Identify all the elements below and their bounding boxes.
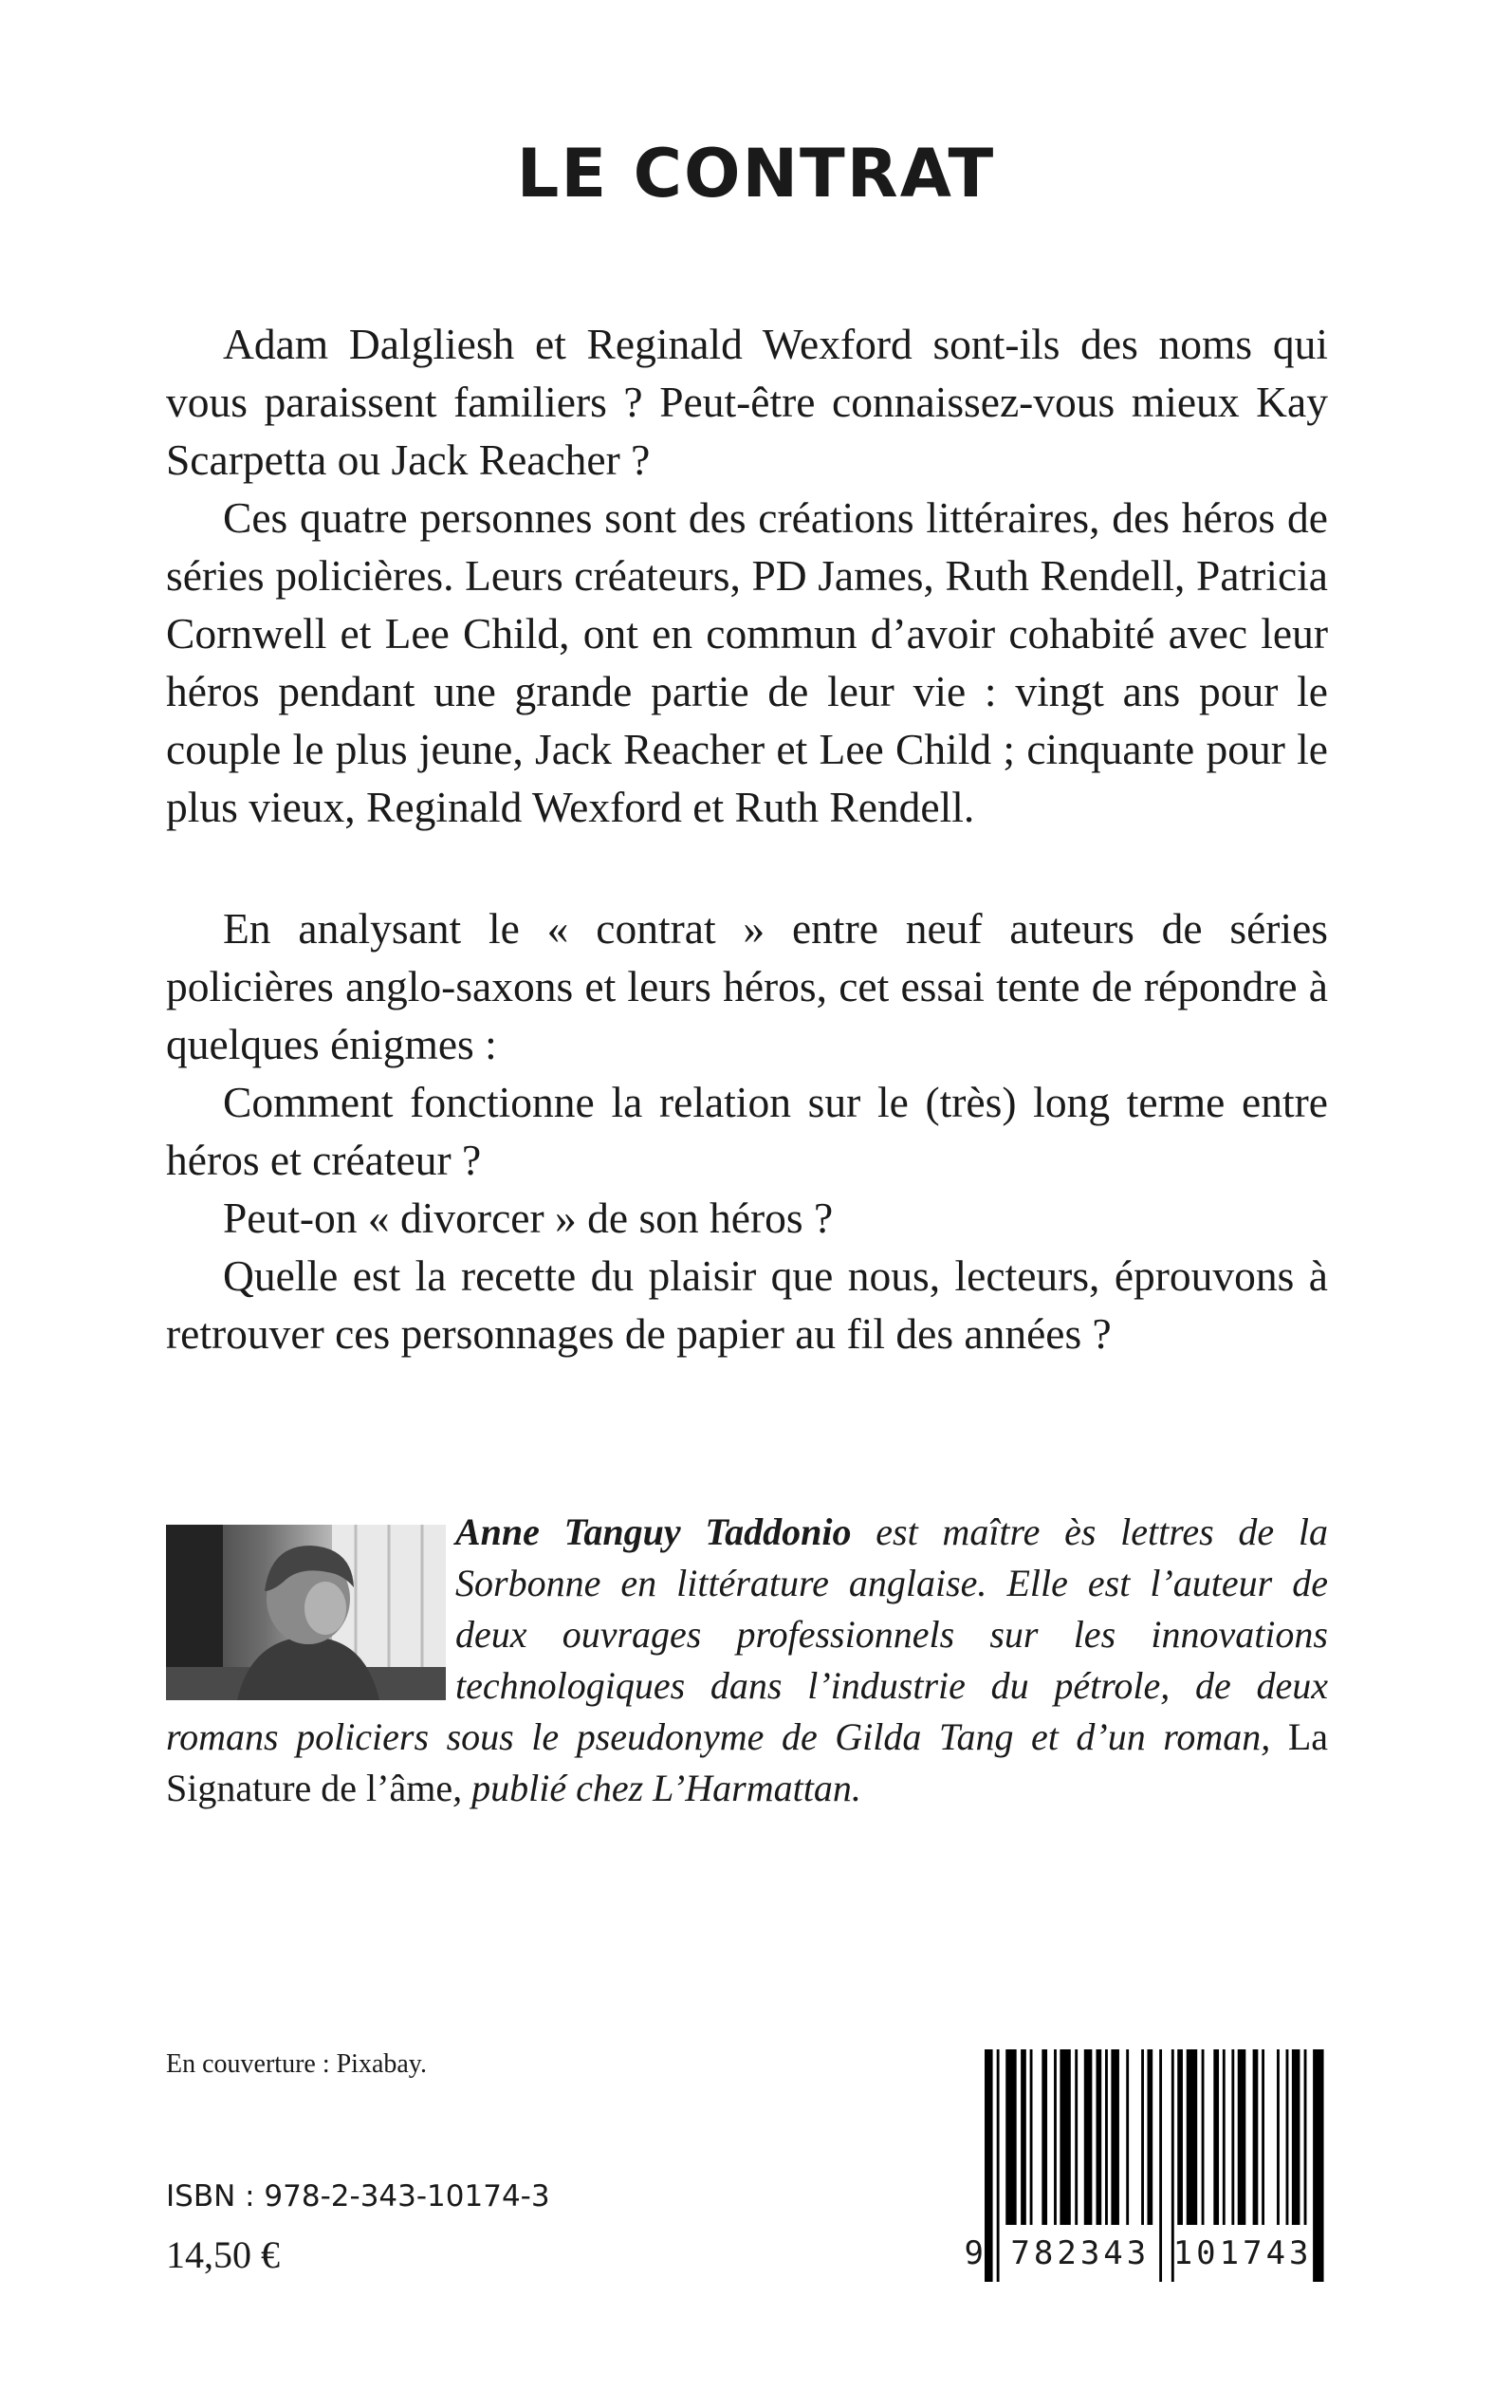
barcode-digits: 9 782343 101743	[964, 2234, 1313, 2272]
summary-paragraph: En analysant le « contrat » entre neuf auteurs de séries policières anglo-saxons et leurs héros, cet essai tente de répondre à quelques énigmes :	[166, 904, 1328, 1068]
barcode-bar	[1021, 2049, 1026, 2225]
barcode-bar	[1147, 2049, 1152, 2225]
barcode-bar	[1187, 2049, 1197, 2225]
barcode-bar	[1111, 2049, 1119, 2225]
barcode-bar	[1304, 2049, 1307, 2225]
book-title: LE CONTRAT	[516, 135, 996, 213]
price: 14,50 €	[166, 2233, 280, 2276]
summary-paragraph: Ces quatre personnes sont des créations littéraires, des héros de séries policières. Leurs créateurs, PD James, Ruth Rendell, Patricia Cornwell et Lee Child, ont en commun d’avoir cohabité avec leur héros pendant une grande partie de leur vie : vingt ans pour le couple le plus jeune, Jack Reacher et Lee Child ; cinquante pour le plus vieux, Reginald Wexford et Ruth Rendell.	[166, 493, 1328, 831]
barcode-bar	[1292, 2049, 1300, 2225]
barcode-bar	[1286, 2049, 1289, 2225]
barcode-bar	[1238, 2049, 1246, 2225]
barcode-bar	[1005, 2049, 1016, 2225]
summary-paragraph: Comment fonctionne la relation sur le (très) long terme entre héros et créateur ?	[166, 1078, 1328, 1184]
barcode-bar	[1253, 2049, 1259, 2225]
bio-text: est maître ès lettres de la Sorbonne en littérature anglaise. Elle est l’auteur de deux ouvrages professionnels sur les innovations technologiques dans l’industrie du pétrole, de deux romans policiers sous le pseudonyme de Gilda Tang et d’un roman,	[166, 1510, 1328, 1758]
author-bio	[166, 1507, 1328, 1814]
barcode-bar	[1042, 2049, 1047, 2225]
barcode-bar	[1223, 2049, 1226, 2225]
barcode-bar	[1075, 2049, 1078, 2225]
bio-text-end: , publié chez L’Harmattan.	[452, 1767, 861, 1809]
barcode-bar	[1277, 2049, 1280, 2225]
summary-block-questions	[166, 899, 1328, 1362]
summary-paragraph: Adam Dalgliesh et Reginald Wexford sont-ils des noms qui vous paraissent familiers ? Peut-être connaissez-vous mieux Kay Scarpetta ou Jack Reacher ?	[166, 320, 1328, 484]
barcode-bar	[1231, 2049, 1234, 2225]
barcode-bar	[1141, 2049, 1144, 2225]
barcode-bar	[1105, 2049, 1108, 2225]
barcode-bar	[1096, 2049, 1101, 2225]
photo-space	[166, 1507, 455, 1712]
barcode-bar	[1126, 2049, 1129, 2225]
barcode-bar	[1202, 2049, 1205, 2225]
cover-credit: En couverture : Pixabay.	[166, 2049, 427, 2079]
barcode-bar	[1213, 2049, 1219, 2225]
isbn: ISBN : 978-2-343-10174-3	[166, 2179, 550, 2214]
summary-block-intro	[166, 315, 1328, 836]
barcode-bar	[1030, 2049, 1033, 2225]
barcode-bar	[1177, 2049, 1183, 2225]
summary-paragraph: Quelle est la recette du plaisir que nous, lecteurs, éprouvons à retrouver ces personnages de papier au fil des années ?	[166, 1251, 1328, 1358]
author-name: Anne Tanguy Taddonio	[455, 1510, 852, 1553]
summary-paragraph: Peut-on « divorcer » de son héros ?	[223, 1194, 834, 1242]
barcode-bar	[1262, 2049, 1264, 2225]
barcode-bar	[1084, 2049, 1093, 2225]
barcode-bar	[1060, 2049, 1070, 2225]
barcode-bar	[1054, 2049, 1057, 2225]
novel-title: La Signature de l’âme	[166, 1715, 1328, 1809]
